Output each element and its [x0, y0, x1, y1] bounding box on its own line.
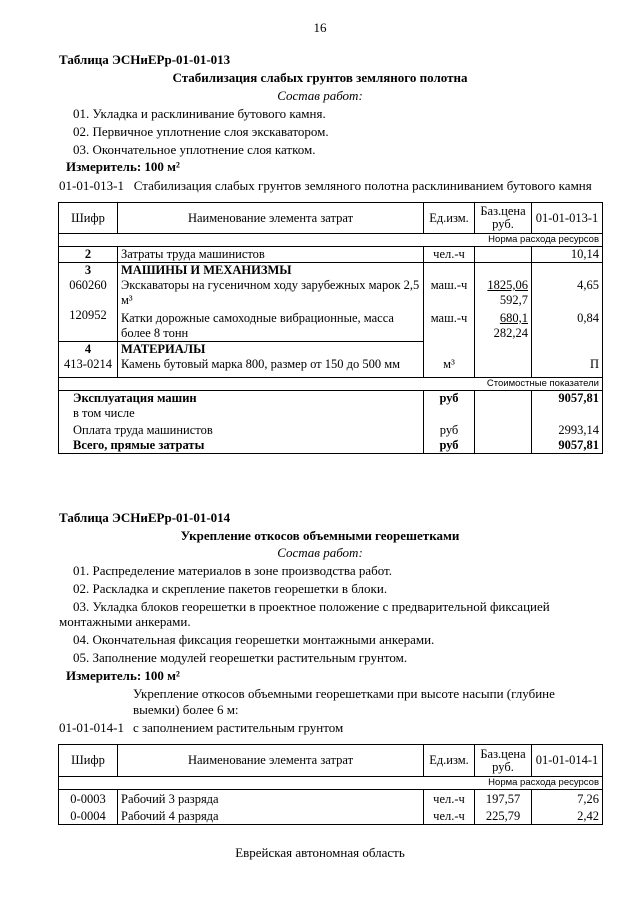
header-code: 01-01-013-1 — [532, 203, 603, 234]
norm-label: Норма расхода ресурсов — [475, 777, 603, 790]
summary-unit: руб — [424, 390, 475, 406]
header-code: 01-01-014-1 — [532, 745, 603, 777]
table-2-meter: Измеритель: 100 м² — [66, 668, 180, 683]
header-unit: Ед.изм. — [424, 203, 475, 234]
section-name: МАТЕРИАЛЫ — [118, 342, 424, 358]
table-1-subtitle: Стабилизация слабых грунтов земляного полотна — [172, 70, 468, 85]
machine-price — [475, 278, 532, 308]
table-1-meter: Измеритель: 100 м² — [66, 159, 180, 174]
material-name: Камень бутовый марка 800, размер от 150 до 500 мм — [118, 357, 424, 377]
material-value: П — [532, 357, 603, 377]
machine-name: Экскаваторы на гусеничном ходу зарубежных марок 2,5 м³ — [118, 278, 424, 308]
row-cipher: 0-0003 — [59, 790, 118, 808]
footer-region: Еврейская автономная область — [235, 845, 405, 860]
machine-price — [475, 308, 532, 342]
summary-value: 9057,81 — [532, 438, 603, 454]
material-unit: м³ — [424, 357, 475, 377]
table-1-composition-label: Состав работ: — [277, 88, 363, 103]
summary-name: в том числе — [59, 406, 424, 421]
summary-name: Всего, прямые затраты — [59, 438, 424, 454]
summary-name: Эксплуатация машин — [59, 390, 424, 406]
machine-price-1: 1825,06 — [487, 278, 528, 292]
machine-price-2: 282,24 — [493, 326, 528, 340]
header-name: Наименование элемента затрат — [118, 745, 424, 777]
summary-name: Оплата труда машинистов — [59, 421, 424, 438]
machine-price-2: 592,7 — [499, 293, 528, 307]
header-cipher: Шифр — [59, 203, 118, 234]
machine-price-1: 680,1 — [499, 311, 528, 325]
table-2-work-item: 05. Заполнение модулей георешетки растительным грунтом. — [73, 650, 408, 665]
summary-value: 9057,81 — [532, 390, 603, 406]
table-2 — [58, 744, 603, 825]
summary-value: 2993,14 — [532, 421, 603, 438]
row-value: 10,14 — [532, 247, 603, 263]
machine-value: 4,65 — [532, 278, 603, 308]
section-cipher: 4 — [59, 342, 118, 358]
machine-value: 0,84 — [532, 308, 603, 342]
table-2-work-item: 04. Окончательная фиксация георешетки монтажными анкерами. — [73, 632, 435, 647]
row-cipher: 0-0004 — [59, 807, 118, 825]
summary-unit: руб — [424, 421, 475, 438]
row-name: Затраты труда машинистов — [118, 247, 424, 263]
row-name: Рабочий 4 разряда — [118, 807, 424, 825]
table-1-title: Таблица ЭСНиЕРр-01-01-013 — [59, 52, 231, 67]
table-2-subtitle: Укрепление откосов объемными георешетками — [180, 528, 460, 543]
table-1 — [58, 202, 603, 454]
machine-unit: маш.-ч — [424, 308, 475, 342]
section-cipher: 3 — [59, 263, 118, 279]
table-1-work-item: 02. Первичное уплотнение слоя экскаватором. — [73, 124, 329, 139]
table-2-code-id: 01-01-014-1 — [59, 720, 124, 735]
table-2-work-item-cont: монтажными анкерами. — [59, 614, 191, 629]
row-price — [475, 247, 532, 263]
machine-cipher: 120952 — [59, 308, 118, 342]
row-price: 197,57 — [475, 790, 532, 808]
table-2-work-item: 02. Раскладка и скрепление пакетов георешетки в блоки. — [73, 581, 388, 596]
machine-unit: маш.-ч — [424, 278, 475, 308]
header-unit: Ед.изм. — [424, 745, 475, 777]
row-value: 2,42 — [532, 807, 603, 825]
row-cipher: 2 — [59, 247, 118, 263]
cost-label: Стоимостные показатели — [475, 377, 603, 390]
table-2-title: Таблица ЭСНиЕРр-01-01-014 — [59, 510, 231, 525]
table-1-code-line: 01-01-013-1 Стабилизация слабых грунтов земляного полотна расклиниванием бутового камня — [59, 178, 592, 193]
header-price: Баз.цена руб. — [475, 203, 532, 234]
table-2-intro-line: Укрепление откосов объемными георешетками при высоте насыпи (глубине — [133, 686, 555, 701]
material-cipher: 413-0214 — [59, 357, 118, 377]
table-2-code-text: с заполнением растительным грунтом — [133, 720, 344, 735]
summary-unit: руб — [424, 438, 475, 454]
page-number: 16 — [313, 20, 327, 35]
row-unit: чел.-ч — [424, 807, 475, 825]
row-value: 7,26 — [532, 790, 603, 808]
table-2-composition-label: Состав работ: — [277, 545, 363, 560]
header-price: Баз.цена руб. — [475, 745, 532, 777]
machine-cipher: 060260 — [59, 278, 118, 308]
table-1-work-item: 03. Окончательное уплотнение слоя катком. — [73, 142, 316, 157]
table-1-work-item: 01. Укладка и расклинивание бутового камня. — [73, 106, 326, 121]
row-unit: чел.-ч — [424, 790, 475, 808]
section-name: МАШИНЫ И МЕХАНИЗМЫ — [118, 263, 424, 279]
header-name: Наименование элемента затрат — [118, 203, 424, 234]
table-2-work-item: 03. Укладка блоков георешетки в проектное положение с предварительной фиксацией — [73, 599, 550, 614]
machine-name: Катки дорожные самоходные вибрационные, масса более 8 тонн — [118, 308, 424, 342]
table-2-intro-line: выемки) более 6 м: — [133, 702, 239, 717]
row-unit: чел.-ч — [424, 247, 475, 263]
norm-label: Норма расхода ресурсов — [475, 234, 603, 247]
header-cipher: Шифр — [59, 745, 118, 777]
table-2-work-item: 01. Распределение материалов в зоне производства работ. — [73, 563, 393, 578]
row-price: 225,79 — [475, 807, 532, 825]
row-name: Рабочий 3 разряда — [118, 790, 424, 808]
